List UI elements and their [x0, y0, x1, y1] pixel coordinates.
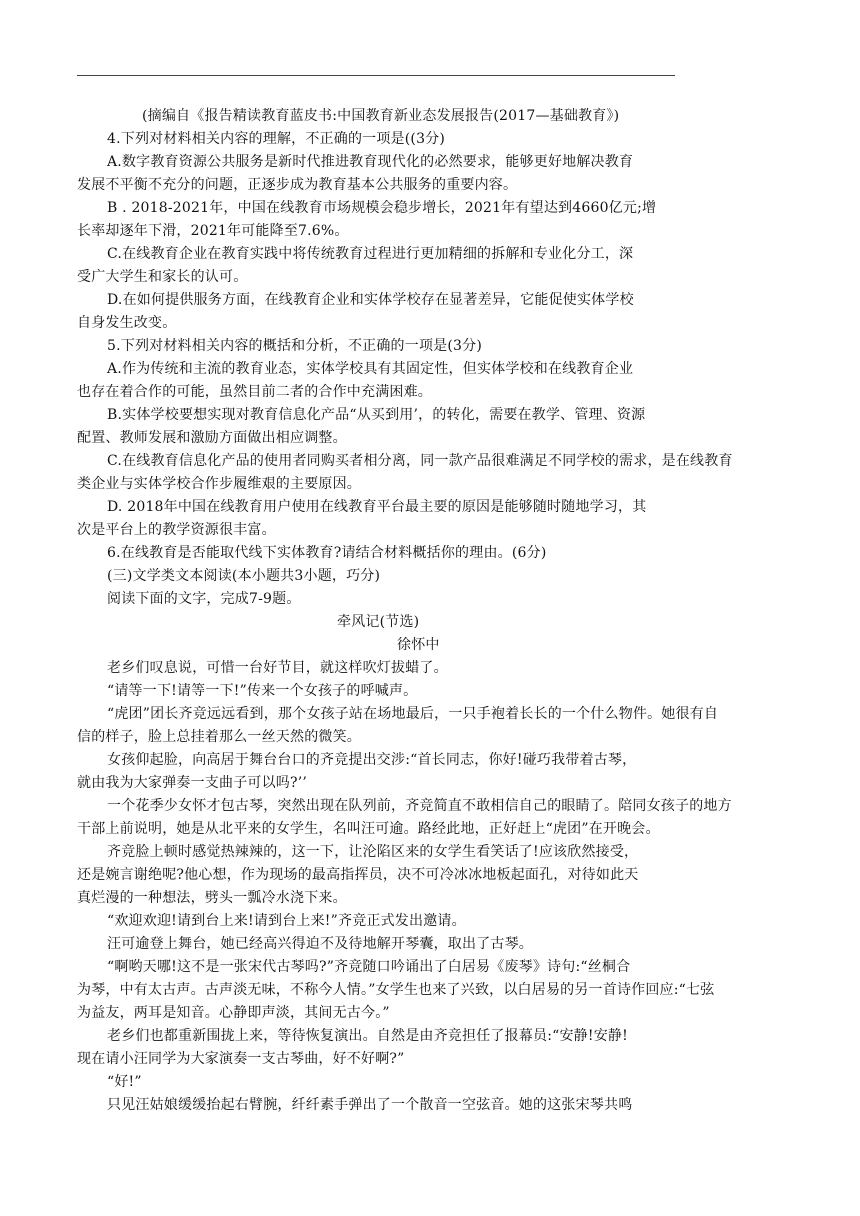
- story-line: “请等一下!请等一下!”传来一个女孩子的呼喊声。: [107, 683, 418, 699]
- q4-option-a: A.数字教育资源公共服务是新时代推进教育现代化的必然要求，能够更好地解决教育: [107, 154, 634, 170]
- q4-option-c: C.在线教育企业在教育实践中将传统教育过程进行更加精细的拆解和专业化分工，深: [107, 246, 634, 262]
- q4-stem: 4.下列对材料相关内容的理解，不正确的一项是((3分): [107, 131, 446, 147]
- story-line: 老乡们叹息说，可惜一台好节目，就这样吹灯拔蜡了。: [107, 660, 448, 676]
- story-line: 一个花季少女怀才包古琴，突然出现在队列前，齐竞简直不敢相信自己的眼睛了。陪同女孩子的地方: [107, 798, 732, 814]
- story-line: “好!”: [107, 1074, 142, 1090]
- section-heading: (三)文学类文本阅读(本小题共3小题，巧分): [107, 568, 381, 584]
- story-line: 齐竞脸上顿时感觉热辣辣的，这一下，让沦陷区来的女学生看笑话了!应该欣然接受，: [107, 844, 639, 860]
- story-line: 只见汪姑娘缓缓抬起右臂腕，纤纤素手弹出了一个散音一空弦音。她的这张宋琴共鸣: [107, 1097, 633, 1113]
- q5-option-d: D. 2018年中国在线教育用户使用在线教育平台最主要的原因是能够随时随地学习，其: [107, 499, 647, 515]
- story-line: 现在请小汪同学为大家演奏一支古琴曲，好不好啊?”: [77, 1051, 405, 1067]
- q5-option-c-cont: 类企业与实体学校合作步履维艰的主要原因。: [77, 476, 361, 492]
- story-line: 汪可逾登上舞台，她已经高兴得迫不及待地解开琴囊，取出了古琴。: [107, 936, 533, 952]
- q5-option-c: C.在线教育信息化产品的使用者同购买者相分离，同一款产品很难满足不同学校的需求，是在线教育: [107, 453, 733, 469]
- story-line: “欢迎欢迎!请到台上来!请到台上来!”齐竞正式发出邀请。: [107, 913, 466, 929]
- q4-option-a-cont: 发展不平衡不充分的问题，正逐步成为教育基本公共服务的重要内容。: [77, 177, 518, 193]
- q5-option-a-cont: 也存在着合作的可能，虽然目前二者的合作中充满困难。: [77, 384, 432, 400]
- story-author: 徐怀中: [397, 637, 440, 653]
- q5-option-b-cont: 配置、教师发展和激励方面做出相应调整。: [77, 430, 347, 446]
- q4-option-c-cont: 受广大学生和家长的认可。: [77, 269, 248, 285]
- story-line: 女孩仰起脸，向高居于舞台台口的齐竞提出交涉:“首长同志，你好!碰巧我带着古琴，: [107, 752, 637, 768]
- q5-stem: 5.下列对材料相关内容的概括和分析，不正确的一项是(3分): [107, 338, 482, 354]
- q6-stem: 6.在线教育是否能取代线下实体教育?请结合材料概括你的理由。(6分): [107, 545, 547, 561]
- q4-option-b: B . 2018-2021年，中国在线教育市场规模会稳步增长，2021年有望达到4660亿元;增: [107, 200, 657, 216]
- story-line: 还是婉言谢绝呢?他心想，作为现场的最高指挥员，决不可冷冰冰地板起面孔，对待如此天: [77, 867, 639, 883]
- story-line: 为琴，中有太古声。古声淡无味，不称今人情。”女学生也来了兴致，以白居易的另一首诗作回应:“七弦: [77, 982, 715, 998]
- story-title: 牵风记(节选): [337, 614, 420, 630]
- q5-option-d-cont: 次是平台上的教学资源很丰富。: [77, 522, 276, 538]
- header-rule: [77, 75, 675, 76]
- story-line: “啊哟天哪!这不是一张宋代古琴吗?”齐竞随口吟诵出了白居易《废琴》诗句:“丝桐合: [107, 959, 631, 975]
- story-line: 信的样子，脸上总挂着那么一丝天然的微笑。: [77, 729, 361, 745]
- q4-option-b-cont: 长率却逐年下滑，2021年可能降至7.6%。: [77, 223, 349, 239]
- q5-option-b: B.实体学校要想实现对教育信息化产品“从买到用’，的转化，需要在教学、管理、资源: [107, 407, 646, 423]
- section-instruction: 阅读下面的文字，完成7-9题。: [107, 591, 301, 607]
- story-line: 干部上前说明，她是从北平来的女学生，名叫汪可逾。路经此地，正好赶上“虎团”在开晚会。: [77, 821, 660, 837]
- q5-option-a: A.作为传统和主流的教育业态，实体学校具有其固定性，但实体学校和在线教育企业: [107, 361, 634, 377]
- story-line: 就由我为大家弹奏一支曲子可以吗?’’: [77, 775, 308, 791]
- q4-option-d: D.在如何提供服务方面，在线教育企业和实体学校存在显著差异，它能促使实体学校: [107, 292, 634, 308]
- q4-option-d-cont: 自身发生改变。: [77, 315, 177, 331]
- source-citation: (摘编自《报告精读教育蓝皮书:中国教育新业态发展报告(2017—基础教育》): [142, 108, 620, 124]
- story-line: 老乡们也都重新围拢上来，等待恢复演出。自然是由齐竞担任了报幕员:“安静!安静!: [107, 1028, 628, 1044]
- story-line: “虎团”团长齐竞远远看到，那个女孩子站在场地最后，一只手袍着长长的一个什么物件。她很有自: [107, 706, 719, 722]
- story-line: 真烂漫的一种想法，劈头一瓢冷水浇下来。: [77, 890, 347, 906]
- story-line: 为益友，两耳是知音。心静即声淡，其间无古今。”: [77, 1005, 390, 1021]
